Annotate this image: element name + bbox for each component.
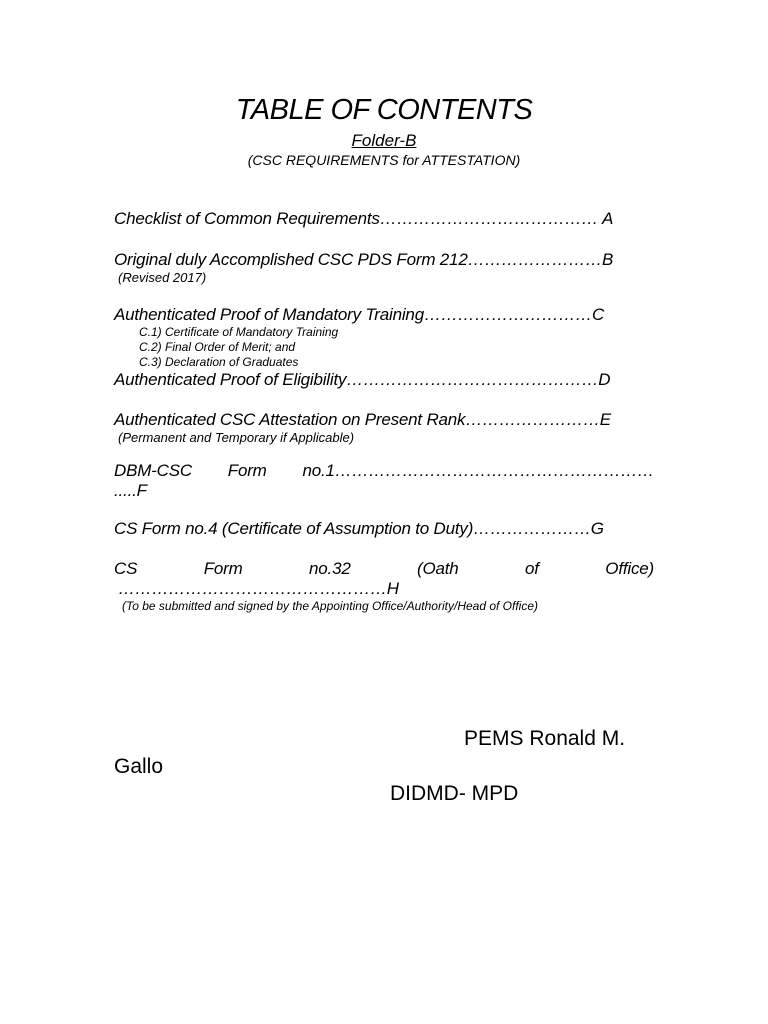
toc-entry-c-sub1: C.1) Certificate of Mandatory Training bbox=[139, 325, 339, 339]
toc-entry-d: Authenticated Proof of Eligibility………………………………………D bbox=[114, 370, 611, 389]
signatory-name-line2: Gallo bbox=[114, 755, 164, 778]
toc-entry-h-word: (Oath bbox=[417, 559, 459, 578]
toc-entry-f-word: DBM-CSC bbox=[114, 461, 192, 480]
toc-entry-f-word: Form bbox=[227, 461, 267, 480]
toc-entry-f bbox=[114, 461, 654, 481]
signatory-name-line1: PEMS Ronald M. bbox=[464, 727, 626, 750]
toc-entry-e-note: (Permanent and Temporary if Applicable) bbox=[118, 430, 355, 445]
toc-entry-h-word: Office) bbox=[605, 559, 654, 578]
page-subtitle: (CSC REQUIREMENTS for ATTESTATION) bbox=[247, 152, 521, 168]
toc-entry-b-note: (Revised 2017) bbox=[118, 270, 207, 285]
signatory-office: DIDMD- MPD bbox=[390, 782, 519, 805]
toc-entry-f-word: no.1………………………………………………… bbox=[302, 461, 654, 480]
toc-entry-a: Checklist of Common Requirements………………………………… A bbox=[114, 209, 614, 228]
toc-entry-h-word: no.32 bbox=[309, 559, 351, 578]
toc-entry-c-sub2: C.2) Final Order of Merit; and bbox=[139, 340, 296, 354]
toc-entry-c-sub3: C.3) Declaration of Graduates bbox=[139, 355, 299, 369]
toc-entry-h bbox=[114, 559, 654, 579]
toc-entry-h-cont: …………………………………………H bbox=[118, 579, 399, 598]
page-title: TABLE OF CONTENTS bbox=[235, 94, 533, 126]
toc-entry-h-note: (To be submitted and signed by the Appointing Office/Authority/Head of Office) bbox=[122, 599, 539, 613]
toc-entry-h-word: of bbox=[525, 559, 539, 578]
toc-entry-h-word: Form bbox=[203, 559, 243, 578]
toc-entry-f-cont: .....F bbox=[114, 481, 147, 500]
toc-entry-e: Authenticated CSC Attestation on Present Rank……………………E bbox=[114, 410, 611, 429]
toc-entry-g: CS Form no.4 (Certificate of Assumption to Duty)…………………G bbox=[114, 519, 604, 538]
folder-label: Folder-B bbox=[351, 131, 417, 150]
toc-entry-h-word: CS bbox=[114, 559, 138, 578]
toc-entry-c: Authenticated Proof of Mandatory Training…………………………C bbox=[114, 305, 605, 324]
toc-entry-b: Original duly Accomplished CSC PDS Form 212……………………B bbox=[114, 250, 614, 269]
